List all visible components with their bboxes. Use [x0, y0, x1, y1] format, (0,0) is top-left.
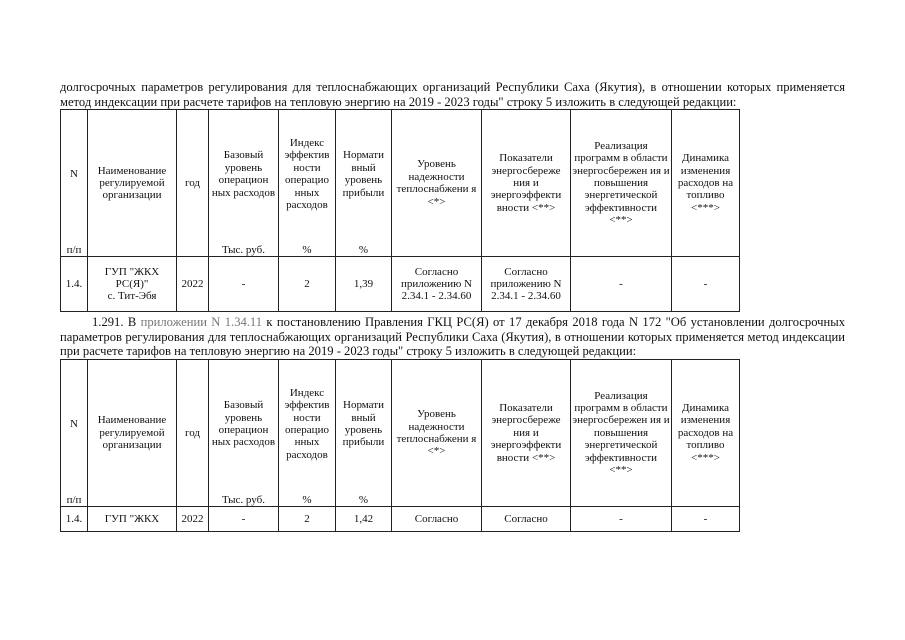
header-programs: Реализация программ в области энергосбережен ия и повышения энергетической эффективности <**> [571, 359, 672, 506]
header-name: Наименование регулируемой организации [88, 359, 177, 506]
cell-norm: 1,39 [336, 257, 392, 312]
cell-year: 2022 [177, 257, 209, 312]
document-page [60, 80, 845, 532]
cell-index: 2 [279, 506, 336, 531]
header-index-unit: % [302, 493, 312, 506]
table-row [61, 506, 740, 531]
header-pp-label: п/п [66, 243, 82, 256]
header-index-label: Индекс эффектив ности операцио нных расходов [284, 386, 330, 461]
cell-norm: 1,42 [336, 506, 392, 531]
header-year: год [177, 110, 209, 257]
header-n [61, 110, 88, 257]
header-base-unit: Тыс. руб. [221, 493, 265, 506]
cell-name-line2: РС(Я)" [115, 277, 149, 290]
header-pp-label: п/п [66, 493, 82, 506]
cell-energy: Согласно [482, 506, 571, 531]
header-index [279, 110, 336, 257]
paragraph-intro: долгосрочных параметров регулирования для теплоснабжающих организаций Республики Саха (Якутия), в отношении которых применяется метод индексации при расчете тарифов на тепловую энергию на 2019 - 2023 годы" строку 5 изложить в следующей редакции: [60, 80, 845, 109]
cell-programs: - [571, 257, 672, 312]
tariff-table-1 [60, 109, 740, 312]
cell-n: 1.4. [61, 257, 88, 312]
cell-dynamics: - [672, 257, 740, 312]
header-name: Наименование регулируемой организации [88, 110, 177, 257]
header-energy: Показатели энергосбереже ния и энергоэффекти вности <**> [482, 359, 571, 506]
cell-name: ГУП "ЖКХ [88, 506, 177, 531]
header-energy: Показатели энергосбереже ния и энергоэффекти вности <**> [482, 110, 571, 257]
table-row [61, 257, 740, 312]
cell-name-line1: ГУП "ЖКХ [104, 265, 160, 278]
header-programs: Реализация программ в области энергосбережен ия и повышения энергетической эффективности <**> [571, 110, 672, 257]
cell-base: - [209, 257, 279, 312]
header-row [61, 110, 740, 257]
header-reliability: Уровень надежности теплоснабжени я <*> [392, 359, 482, 506]
cell-reliability: Согласно приложению N 2.34.1 - 2.34.60 [392, 257, 482, 312]
header-n [61, 359, 88, 506]
header-n-label: N [70, 417, 78, 430]
paragraph-number: 1.291. В [92, 315, 141, 330]
cell-dynamics: - [672, 506, 740, 531]
header-year: год [177, 359, 209, 506]
header-base-unit: Тыс. руб. [221, 243, 265, 256]
header-base [209, 359, 279, 506]
cell-base: - [209, 506, 279, 531]
header-n-label: N [70, 167, 78, 180]
header-norm-label: Нормати вный уровень прибыли [342, 149, 385, 199]
header-norm-label: Нормати вный уровень прибыли [342, 399, 385, 449]
cell-name-line3: с. Тит-Эбя [107, 290, 157, 303]
cell-year: 2022 [177, 506, 209, 531]
cell-n: 1.4. [61, 506, 88, 531]
tariff-table-2 [60, 359, 740, 532]
header-norm [336, 110, 392, 257]
header-base-label: Базовый уровень операцион ных расходов [211, 399, 276, 449]
header-norm [336, 359, 392, 506]
header-dynamics: Динамика изменения расходов на топливо <***> [672, 359, 740, 506]
header-norm-unit: % [358, 243, 369, 256]
appendix-link[interactable]: приложении N 1.34.11 [140, 315, 263, 330]
header-norm-unit: % [358, 493, 369, 506]
cell-name [88, 257, 177, 312]
header-reliability: Уровень надежности теплоснабжени я <*> [392, 110, 482, 257]
cell-index: 2 [279, 257, 336, 312]
cell-programs: - [571, 506, 672, 531]
paragraph-body: к постановлению Правления ГКЦ РС(Я) от 17 декабря 2018 года N 172 "Об установлении долгосрочных параметров регулирования для теплоснабжающих организаций Республики Саха (Якутия), в отношении которых применяется метод индексации при расчете тарифов на тепловую энергию на 2019 - 2023 годы" строку 5 изложить в следующей редакции: [60, 315, 845, 359]
header-index-unit: % [302, 243, 312, 256]
header-dynamics: Динамика изменения расходов на топливо <***> [672, 110, 740, 257]
cell-reliability: Согласно [392, 506, 482, 531]
header-index [279, 359, 336, 506]
header-base [209, 110, 279, 257]
header-row [61, 359, 740, 506]
paragraph-1-291 [60, 315, 845, 359]
cell-energy: Согласно приложению N 2.34.1 - 2.34.60 [482, 257, 571, 312]
header-index-label: Индекс эффектив ности операцио нных расходов [284, 136, 330, 211]
header-base-label: Базовый уровень операцион ных расходов [211, 149, 276, 199]
